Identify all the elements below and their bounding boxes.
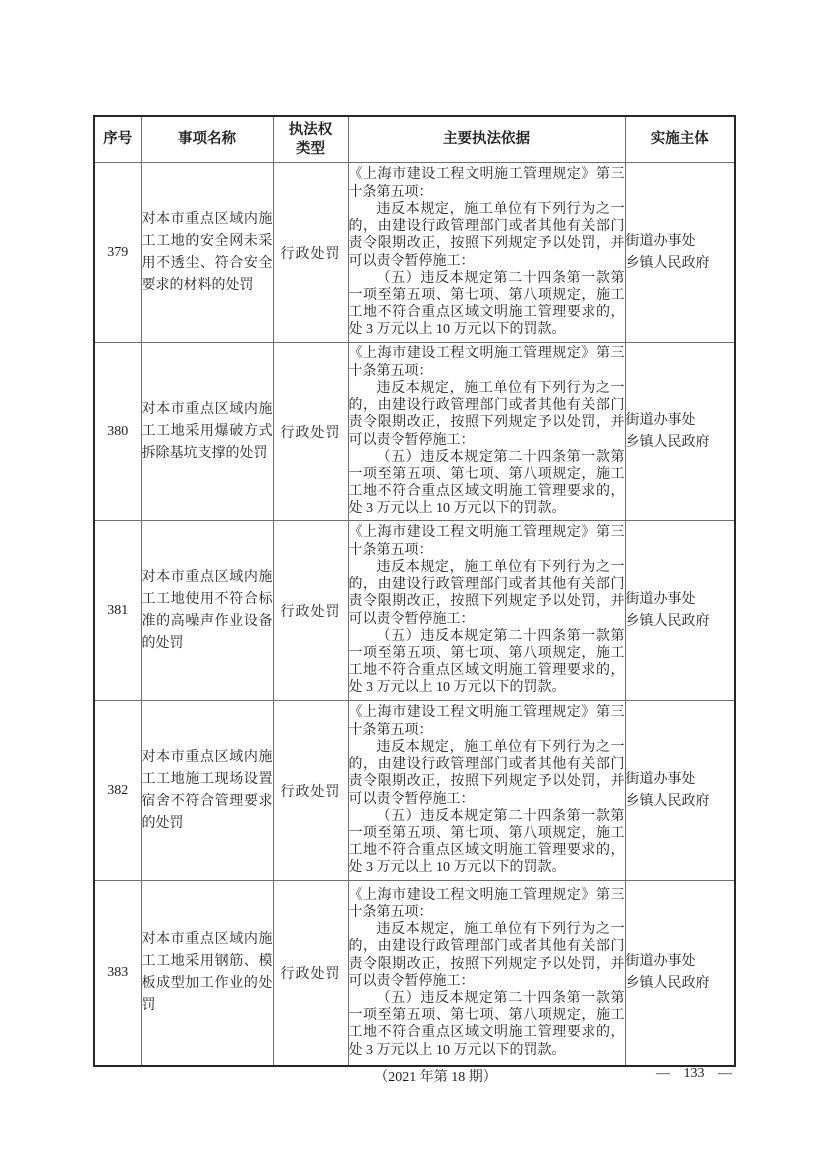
implementing-entity: [625, 163, 735, 343]
main-legal-basis: [348, 163, 625, 343]
item-name: 对本市重点区域内施工工地的安全网未采用不透尘、符合安全要求的材料的处罚: [141, 163, 273, 343]
implementing-entity-line2: 乡镇人民政府: [625, 975, 710, 991]
basis-penalty-clause: （五）违反本规定第二十四条第一款第一项至第五项、第七项、第八项规定，施工工地不符合重点区域文明施工管理要求的，处 3 万元以上 10 万元以下的罚款。: [348, 990, 625, 1058]
enforcement-power-type: 行政处罚: [273, 701, 348, 881]
enforcement-power-type: 行政处罚: [273, 881, 348, 1066]
header-enforcement-power-type-line2: 类型: [296, 140, 325, 157]
table-row: [94, 343, 735, 521]
header-main-legal-basis: [348, 116, 625, 163]
header-item-name: [141, 116, 273, 163]
basis-penalty-clause: （五）违反本规定第二十四条第一款第一项至第五项、第七项、第八项规定，施工工地不符合重点区域文明施工管理要求的，处 3 万元以上 10 万元以下的罚款。: [348, 449, 625, 517]
basis-citation: 《上海市建设工程文明施工管理规定》第三十条第五项：: [348, 525, 625, 558]
basis-citation: 《上海市建设工程文明施工管理规定》第三十条第五项：: [348, 887, 625, 920]
implementing-entity: [625, 701, 735, 881]
basis-penalty-clause: （五）违反本规定第二十四条第一款第一项至第五项、第七项、第八项规定，施工工地不符合重点区域文明施工管理要求的，处 3 万元以上 10 万元以下的罚款。: [348, 808, 625, 876]
basis-clause: 违反本规定，施工单位有下列行为之一的，由建设行政管理部门或者其他有关部门责令限期改正，按照下列规定予以处罚，并可以责令暂停施工：: [348, 739, 625, 807]
enforcement-power-type: 行政处罚: [273, 343, 348, 521]
implementing-entity-line1: 街道办事处: [625, 591, 696, 607]
table-row: [94, 163, 735, 343]
basis-penalty-clause: （五）违反本规定第二十四条第一款第一项至第五项、第七项、第八项规定，施工工地不符合重点区域文明施工管理要求的，处 3 万元以上 10 万元以下的罚款。: [348, 628, 625, 696]
item-name: 对本市重点区域内施工工地施工现场设置宿舍不符合管理要求的处罚: [141, 701, 273, 881]
implementing-entity-line1: 街道办事处: [625, 233, 696, 249]
basis-citation: 《上海市建设工程文明施工管理规定》第三十条第五项：: [348, 346, 625, 379]
implementing-entity-line2: 乡镇人民政府: [625, 793, 710, 809]
enforcement-power-type: 行政处罚: [273, 521, 348, 701]
implementing-entity-line2: 乡镇人民政府: [625, 613, 710, 629]
main-legal-basis: [348, 343, 625, 521]
header-enforcement-power-type-line1: 执法权: [288, 121, 333, 138]
serial-number: 382: [94, 701, 141, 881]
header-enforcement-power-type: [273, 116, 348, 163]
basis-clause: 违反本规定，施工单位有下列行为之一的，由建设行政管理部门或者其他有关部门责令限期改正，按照下列规定予以处罚，并可以责令暂停施工：: [348, 201, 625, 269]
implementing-entity: [625, 521, 735, 701]
basis-clause: 违反本规定，施工单位有下列行为之一的，由建设行政管理部门或者其他有关部门责令限期改正，按照下列规定予以处罚，并可以责令暂停施工：: [348, 922, 625, 989]
header-serial-number-label: 序号: [103, 131, 133, 147]
implementing-entity-line1: 街道办事处: [625, 771, 696, 787]
main-legal-basis: [348, 521, 625, 701]
page-number: — 133 —: [656, 1066, 732, 1081]
basis-clause: 违反本规定，施工单位有下列行为之一的，由建设行政管理部门或者其他有关部门责令限期改正，按照下列规定予以处罚，并可以责令暂停施工：: [348, 559, 625, 627]
header-serial-number: [94, 116, 141, 163]
main-legal-basis: [348, 881, 625, 1066]
item-name: 对本市重点区域内施工工地采用钢筋、模板成型加工作业的处罚: [141, 881, 273, 1066]
basis-citation: 《上海市建设工程文明施工管理规定》第三十条第五项：: [348, 167, 625, 200]
basis-clause: 违反本规定，施工单位有下列行为之一的，由建设行政管理部门或者其他有关部门责令限期改正，按照下列规定予以处罚，并可以责令暂停施工：: [348, 380, 625, 448]
table-header-row: [94, 116, 735, 163]
item-name: 对本市重点区域内施工工地使用不符合标准的高噪声作业设备的处罚: [141, 521, 273, 701]
implementing-entity-line1: 街道办事处: [625, 412, 696, 428]
implementing-entity-line2: 乡镇人民政府: [625, 255, 710, 271]
implementing-entity: [625, 343, 735, 521]
enforcement-items-table: [93, 115, 736, 1067]
header-main-legal-basis-label: 主要执法依据: [443, 131, 530, 147]
implementing-entity-line1: 街道办事处: [625, 953, 696, 969]
table-row: [94, 521, 735, 701]
header-item-name-label: 事项名称: [178, 131, 236, 147]
header-implementing-entity: [625, 116, 735, 163]
item-name: 对本市重点区域内施工工地采用爆破方式拆除基坑支撑的处罚: [141, 343, 273, 521]
table-row: [94, 701, 735, 881]
basis-penalty-clause: （五）违反本规定第二十四条第一款第一项至第五项、第七项、第八项规定，施工工地不符合重点区域文明施工管理要求的，处 3 万元以上 10 万元以下的罚款。: [348, 270, 625, 338]
implementing-entity: [625, 881, 735, 1066]
basis-citation: 《上海市建设工程文明施工管理规定》第三十条第五项：: [348, 705, 625, 738]
implementing-entity-line2: 乡镇人民政府: [625, 434, 710, 450]
serial-number: 381: [94, 521, 141, 701]
main-legal-basis: [348, 701, 625, 881]
serial-number: 379: [94, 163, 141, 343]
table-row: [94, 881, 735, 1066]
header-implementing-entity-label: 实施主体: [650, 131, 709, 147]
footer-issue-label: （2021 年第 18 期）: [374, 1070, 497, 1085]
serial-number: 383: [94, 881, 141, 1066]
enforcement-power-type: 行政处罚: [273, 163, 348, 343]
serial-number: 380: [94, 343, 141, 521]
